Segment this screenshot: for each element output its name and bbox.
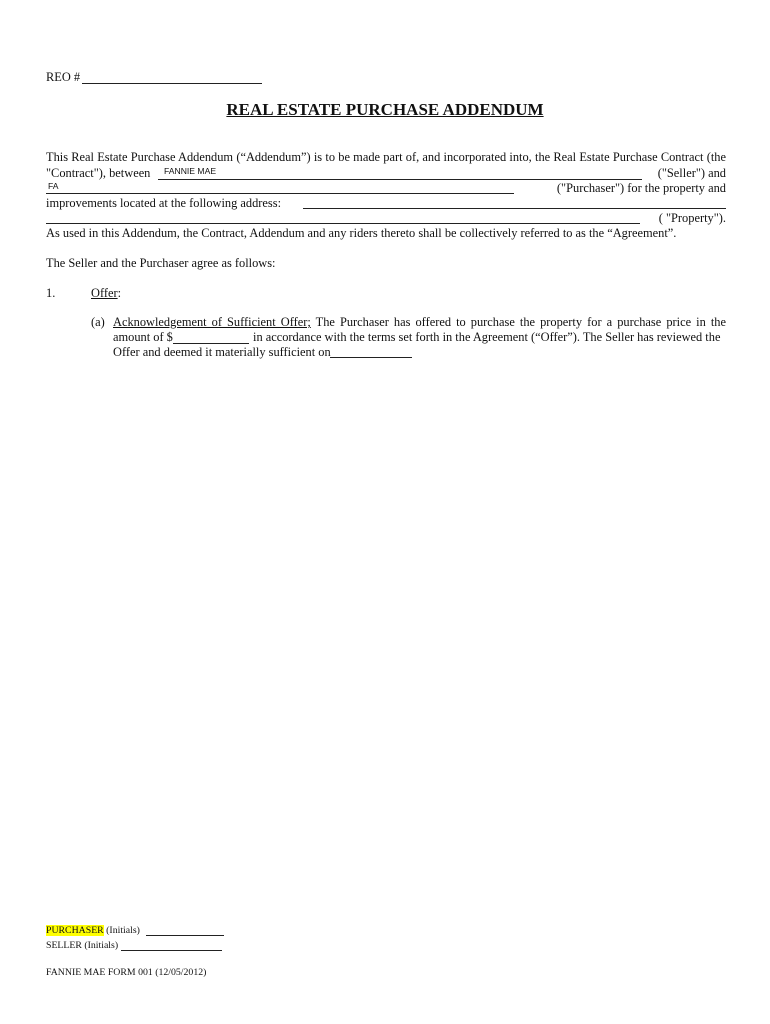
item-a-line-1 — [113, 315, 726, 330]
contract-label: "Contract"), between — [46, 166, 151, 180]
address-label: improvements located at the following address: — [46, 196, 282, 210]
agreement-definition: As used in this Addendum, the Contract, Addendum and any riders thereto shall be collectively referred to as the “Agreement”. — [46, 226, 677, 240]
seller-field-value: FANNIE MAE — [164, 166, 217, 176]
purchaser-label: PURCHASER — [46, 925, 104, 936]
address-field-2[interactable] — [46, 223, 640, 224]
seller-suffix: ("Seller") and — [657, 166, 726, 180]
section-heading-text: Offer — [91, 286, 118, 300]
purchase-price-field[interactable] — [173, 343, 249, 344]
form-id: FANNIE MAE FORM 001 (12/05/2012) — [46, 967, 207, 978]
section-heading — [91, 286, 121, 301]
item-a-line-3: Offer and deemed it materially sufficient on — [113, 345, 331, 359]
agree-line: The Seller and the Purchaser agree as follows: — [46, 256, 276, 270]
intro-line-1: This Real Estate Purchase Addendum (“Addendum”) is to be made part of, and incorporated into, the Real Estate Purchase Contract (the — [46, 150, 726, 164]
section-number: 1. — [46, 286, 56, 300]
seller-field[interactable] — [158, 179, 642, 180]
address-field-1[interactable] — [303, 208, 726, 209]
purchaser-field[interactable] — [46, 193, 514, 194]
purchaser-initials-field[interactable] — [146, 935, 224, 936]
purchaser-initials-label — [46, 925, 140, 936]
purchaser-field-value: FA — [48, 181, 59, 191]
purchaser-suffix: ("Purchaser") for the property and — [556, 181, 726, 195]
property-suffix: ( "Property"). — [658, 211, 726, 225]
purchaser-initials-text: (Initials) — [106, 925, 140, 936]
offer-date-field[interactable] — [330, 357, 412, 358]
reo-number-field[interactable] — [82, 83, 262, 84]
seller-initials-label: SELLER (Initials) — [46, 940, 119, 951]
amount-label: amount of $ — [113, 330, 173, 344]
item-a-label: (a) — [91, 315, 105, 329]
reo-label: REO # — [46, 70, 81, 84]
seller-initials-field[interactable] — [121, 950, 222, 951]
item-a-line-2-rest: in accordance with the terms set forth in the Agreement (“Offer”). The Seller has reviewed the — [253, 330, 721, 344]
item-a-line-1-rest: The Purchaser has offered to purchase the property for a purchase price in the — [315, 315, 726, 329]
section-heading-suffix: : — [117, 286, 122, 300]
item-a-heading: Acknowledgement of Sufficient Offer; — [113, 315, 311, 329]
page-title: REAL ESTATE PURCHASE ADDENDUM — [226, 100, 544, 119]
